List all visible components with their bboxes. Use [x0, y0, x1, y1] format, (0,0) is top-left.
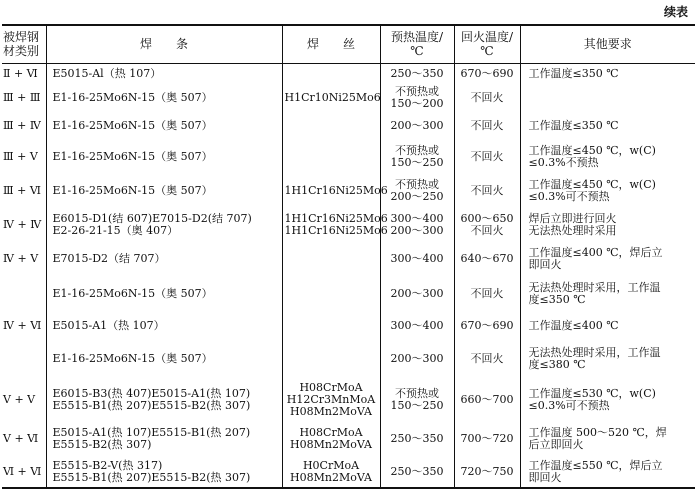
cell-preheat: 300～400 200～300 — [380, 208, 454, 242]
cell-temper: 700～720 — [454, 422, 520, 456]
cell-preheat: 不预热或 150～200 — [380, 84, 454, 112]
cell-electrode: E6015-D1(结 607)E7015-D2(结 707) E2-26-21-15（奥 407） — [46, 208, 282, 242]
cell-preheat: 不预热或 200～250 — [380, 174, 454, 208]
table-row — [2, 456, 695, 488]
table-row — [2, 208, 695, 242]
cell-other: 工作温度≤350 ℃ — [520, 63, 695, 84]
cell-temper: 660～700 — [454, 378, 520, 422]
cell-other: 工作温度≤550 ℃，焊后立 即回火 — [520, 456, 695, 488]
cell-temper: 640～670 — [454, 242, 520, 276]
cell-temper: 不回火 — [454, 112, 520, 140]
header-row — [2, 25, 695, 63]
cell-electrode: E1-16-25Mo6N-15（奥 507） — [46, 140, 282, 174]
welding-table — [2, 24, 695, 489]
cell-wire: H0CrMoA H08Mn2MoVA — [282, 456, 380, 488]
cell-wire — [282, 112, 380, 140]
cell-temper: 670～690 — [454, 312, 520, 340]
cell-steel-category: Ⅳ + Ⅳ — [3, 218, 42, 231]
cell-steel-category: Ⅳ + Ⅵ — [3, 319, 42, 332]
cell-steel-category: Ⅲ + Ⅳ — [3, 119, 41, 132]
cell-preheat: 200～300 — [380, 276, 454, 312]
cell-steel-category: Ⅲ + Ⅴ — [3, 150, 38, 163]
header-temper-temp: 回火温度/ ℃ — [454, 25, 520, 63]
cell-temper: 670～690 — [454, 63, 520, 84]
table-row — [2, 242, 695, 276]
header-preheat-temp: 预热温度/ ℃ — [380, 25, 454, 63]
cell-preheat: 200～300 — [380, 112, 454, 140]
cell-other: 工作温度≤400 ℃ — [520, 312, 695, 340]
cell-other: 工作温度≤530 ℃，w(C) ≤0.3%可不预热 — [520, 378, 695, 422]
cell-other: 无法热处理时采用，工作温 度≤380 ℃ — [520, 340, 695, 378]
header-wire: 焊 丝 — [282, 25, 380, 63]
cell-wire — [282, 63, 380, 84]
cell-temper: 不回火 — [454, 174, 520, 208]
cell-electrode: E6015-B3(热 407)E5015-A1(热 107) E5515-B1(热 207)E5515-B2(热 307) — [46, 378, 282, 422]
cell-wire — [282, 242, 380, 276]
table-row — [2, 422, 695, 456]
cell-electrode: E5015-A1（热 107） — [46, 312, 282, 340]
cell-electrode: E1-16-25Mo6N-15（奥 507） — [46, 174, 282, 208]
cell-steel-category — [2, 340, 46, 378]
cell-steel-category — [2, 276, 46, 312]
cell-preheat: 不预热或 150～250 — [380, 140, 454, 174]
cell-temper: 不回火 — [454, 84, 520, 112]
cell-wire — [282, 140, 380, 174]
cell-preheat: 250～350 — [380, 456, 454, 488]
cell-electrode: E1-16-25Mo6N-15（奥 507） — [46, 112, 282, 140]
cell-electrode: E1-16-25Mo6N-15（奥 507） — [46, 340, 282, 378]
cell-preheat: 250～350 — [380, 63, 454, 84]
cell-electrode: E1-16-25Mo6N-15（奥 507） — [46, 84, 282, 112]
cell-preheat: 不预热或 150～250 — [380, 378, 454, 422]
cell-preheat: 200～300 — [380, 340, 454, 378]
cell-other — [520, 84, 695, 112]
cell-steel-category: Ⅴ + Ⅵ — [3, 432, 39, 445]
cell-steel-category: Ⅴ + Ⅴ — [3, 393, 36, 406]
table-row — [2, 112, 695, 140]
cell-electrode: E7015-D2（结 707） — [46, 242, 282, 276]
cell-steel-category: Ⅲ + Ⅵ — [3, 184, 41, 197]
header-steel-category: 被焊钢 材类别 — [2, 25, 46, 63]
table-row — [2, 340, 695, 378]
table-row — [2, 276, 695, 312]
cell-preheat: 250～350 — [380, 422, 454, 456]
cell-wire: 1H1Cr16Ni25Mo6 1H1Cr16Ni25Mo6 — [282, 208, 380, 242]
cell-steel-category: Ⅳ + Ⅴ — [3, 252, 39, 265]
table-row — [2, 378, 695, 422]
cell-temper: 不回火 — [454, 140, 520, 174]
cell-wire: H08CrMoA H08Mn2MoVA — [282, 422, 380, 456]
cell-temper: 不回火 — [454, 340, 520, 378]
cell-steel-category: Ⅲ + Ⅲ — [3, 91, 41, 104]
cell-other: 工作温度≤400 ℃，焊后立 即回火 — [520, 242, 695, 276]
cell-preheat: 300～400 — [380, 312, 454, 340]
cell-steel-category: Ⅱ + Ⅵ — [3, 66, 38, 80]
cell-electrode: E5015-Al（热 107） — [46, 63, 282, 84]
cell-other: 工作温度≤350 ℃ — [520, 112, 695, 140]
table-row — [2, 63, 695, 84]
cell-steel-category: Ⅵ + Ⅵ — [2, 456, 46, 488]
table-row — [2, 84, 695, 112]
cell-electrode: E5015-A1(热 107)E5515-B1(热 207) E5515-B2(热 307) — [46, 422, 282, 456]
table-row — [2, 312, 695, 340]
cell-wire: H08CrMoA H12Cr3MnMoA H08Mn2MoVA — [282, 378, 380, 422]
cell-wire: H1Cr10Ni25Mo6 — [282, 84, 380, 112]
cell-electrode: E5515-B2-V(热 317) E5515-B1(热 207)E5515-B2(热 307) — [46, 456, 282, 488]
table-row — [2, 140, 695, 174]
cell-preheat: 300～400 — [380, 242, 454, 276]
cell-other: 工作温度≤450 ℃，w(C) ≤0.3%不预热 — [520, 140, 695, 174]
cell-wire — [282, 276, 380, 312]
cell-other: 工作温度 500～520 ℃，焊 后立即回火 — [520, 422, 695, 456]
header-electrode: 焊 条 — [46, 25, 282, 63]
cell-wire — [282, 312, 380, 340]
cell-other: 焊后立即进行回火 无法热处理时采用 — [520, 208, 695, 242]
cell-electrode: E1-16-25Mo6N-15（奥 507） — [46, 276, 282, 312]
cell-wire — [282, 340, 380, 378]
cell-temper: 720～750 — [454, 456, 520, 488]
table-row — [2, 174, 695, 208]
cell-temper: 600～650 不回火 — [454, 208, 520, 242]
cell-temper: 不回火 — [454, 276, 520, 312]
cell-other: 工作温度≤450 ℃，w(C) ≤0.3%可不预热 — [520, 174, 695, 208]
cell-other: 无法热处理时采用，工作温 度≤350 ℃ — [520, 276, 695, 312]
cell-wire: 1H1Cr16Ni25Mo6 — [282, 174, 380, 208]
continued-label: 续表 — [663, 5, 688, 19]
header-other-requirements: 其他要求 — [520, 25, 695, 63]
